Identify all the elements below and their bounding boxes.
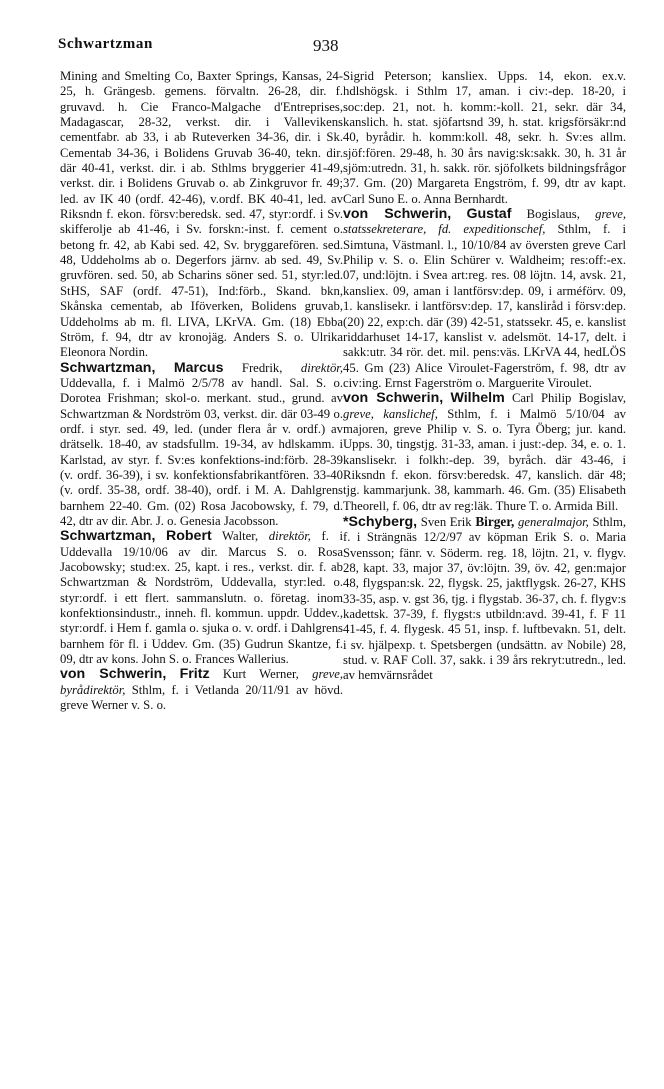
- entry-given-rest: Walter,: [222, 529, 259, 544]
- entry-title: greve, kanslichef,: [343, 406, 438, 421]
- biography-entry: [343, 391, 626, 514]
- entry-text: Sigrid Peterson; kansliex. Upps. 14, ekon. ex.v. hdlshögsk. i Sthlm 17, aman. i civ:-dep. 18-20, i soc:dep. 21, not. h. komm:-koll. 21, sekr. där 34, kanslich. h. stat. sjöfartsnd 39, h. stat. krigsförsäkr:nd 40, byrådir. h. komm:koll. 48, sekr. h. Sv:es allm. sjöf:fören. 29-48, h. 30 års navig:sk:sakk. 30, h. 31 år sjöm:utredn. 31, h. sakk. rör. sjöfolkets bildningsfrågor 37. Gm. (20) Margareta Engström, f. 99, dtr av kapt. Carl Suno E. o. Anna Bernhardt.: [343, 69, 626, 206]
- entry-text: f. i Uddevalla 19/10/06 av dir. Marcus S. o. Rosa Jacobowsky; stud:ex. 25, kapt. i res., verkst. dir. f. ab Schwartzman & Nordström, Uddevalla, styr:led. o. styr:ordf. i ett flert. sammanslutn. o. företag. inom konfektionsindustr., inneh. fl. kommun. uppdr. Uddev., styr:ordf. i Hem f. gamla o. sjuka o. v. ordf. i Dahlgrens barnhem för fl. i Uddev. Gm. (35) Gudrun Skantze, f. 09, dtr av kons. John S. o. Frances Wallerius.: [60, 529, 343, 667]
- entry-title: direktör,: [300, 360, 344, 375]
- page-number: 938: [313, 36, 339, 55]
- entry-text: Sthlm, f. i Vetlanda 20/11/91 av hövd. greve Werner v. S. o.: [60, 682, 344, 713]
- entry-text: Sthlm, f. i Strängnäs 12/2/97 av köpman Erik S. o. Maria Svensson; fänr. v. Söderm. reg. 18, löjtn. 21, v. flygv. 28, kapt. 33, major 37, öv:löjtn. 39, öv. 42, gen:major 48, flygspan:sk. 22, flygsk. 25, jaktflygsk. 26-27, KHS 33-35, asp. v. gst 36, tjg. i flygstab. 36-37, ch. f. flygv:s kadettsk. 37-39, f. flygst:s utbildn:avd. 39-41, f. F 11 41-45, f. 4. flygesk. 45 51, insp. f. luftbevakn. 51, delt. i sv. hjälpexp. t. Spetsbergen (undsättn. av Nobile) 28, stud. v. RAF Coll. 37, sakk. i 39 års rekryt:utredn., led. av hemvärnsrådet: [343, 514, 626, 683]
- continued-entry: [343, 69, 626, 207]
- entry-surname: Schwartzman,: [60, 359, 156, 376]
- entry-text: Sthlm, f. i Malmö 5/10/04 av majoren, greve Philip v. S. o. Tyra Öberg; jur. kand. Upps. 30, tingstjg. 31-33, aman. i just:-dep. 34, e. o. 1. kanslisekr. i folkh:-dep. 39, byråch. där 43-46, i Riksndn f. ekon. försv:beredsk. 47, kanslich. där 48; tjg. kammarjunk. 38, kammarh. 46. Gm. (35) Elisabeth Theorell, f. 06, dtr av reg:läk. Thure T. o. Armida Bill.: [343, 406, 626, 513]
- biography-entry: [343, 207, 626, 391]
- entry-text: Sthlm, f. i Simtuna, Västmanl. l., 10/10/84 av översten greve Carl Philip v. S. o. Elin Schürer v. Waldheim; res:off:-ex. 07, und:löjtn. i Svea art:reg. res. 08 löjtn. 14, avsk. 21, kansliex. 09, aman i lantförsv:dep. 09, i arméförv. 09, 1. kanslisekr. i lantförsv:dep. 17, kansliråd i försv:dep. (20) 22, exp:ch. där (39) 42-51, statssekr. 45, e. kanslist riddarhuset 14-17, kanslist v. adelsmöt. 14-17, delt. i sakk:utr. 34 rör. det. mil. pens:väs. LKrVA 44, hedLÖS 45. Gm (23) Alice Viroulet-Fagerström, f. 98, dtr av civ:ing. Ernst Fagerström o. Marguerite Viroulet.: [343, 222, 626, 390]
- entry-title: greve, byrådirektör,: [60, 667, 344, 697]
- entry-given-name: Fritz: [179, 666, 210, 683]
- entry-title: direktör,: [268, 529, 311, 544]
- biography-entry: [343, 514, 626, 684]
- entry-given-name: Robert: [165, 528, 212, 545]
- entry-title: greve, statssekreterare, fd. expeditionschef,: [343, 207, 627, 237]
- entry-given-rest: Carl Philip Bogislav,: [511, 391, 626, 406]
- entry-given-name: Birger,: [475, 513, 515, 529]
- entry-text: Mining and Smelting Co, Baxter Springs, Kansas, 24-25, h. Grängesb. gemens. förvaltn. 26-28, dir. f. gruvavd. h. Cie Franco-Malgache d'Entreprises, Madagascar, 28-32, verkst. dir. i Vallevikens cementfabr. ab 33, i ab Ruteverken 34-36, dir. i Sk. Cementab 34-36, i Bolidens Gruvab 36-40, tekn. dir. där 40-41, verkst. dir. i ab. Sthlms bryggerier 41-49, verkst. dir. i Bolidens Gruvab o. ab Zinkgruvor fr. 49; led. av IK 40 (ordf. 42-46), v.ordf. BK 40-41, led. av Riksndn f. ekon. försv:beredsk. sed. 47, styr:ordf. i Sv. skifferolje ab 41-46, i Sv. forskn:-inst. f. cement o. betong fr. 42, ab Kabi sed. 42, Sv. bryggarefören. sed. 48, Uddeholms ab o. Degerfors järnv. ab sed. 49, Sv. gruvfören. sed. 50, ab Scharins söner sed. 51, styr:led. StHS, SAF (ordf. 47-51), Ind:förb., Skand. bkn, Skånska cementab, ab Iföverken, Bolidens gruvab, Uddeholms ab m. fl. LIVA, LKrVA. Gm. (18) Ebba Ström, f. 94, dtr av kronojäg. Anders S. o. Ulrika Eleonora Nordin.: [60, 69, 343, 360]
- entry-given-rest: Fredrik,: [241, 360, 283, 375]
- biography-entry: [60, 667, 343, 713]
- right-column: [343, 69, 626, 684]
- entry-text: Uddevalla, f. i Malmö 2/5/78 av handl. Sal. S. o. Dorotea Frishman; skol-o. merkant. stud., grund. av Schwartzman & Nordström 03, verkst. dir. där 03-49 o. ordf. i styr. sed. 49, led. (under flera år v. ordf.) av drätselk. 18-40, av stadsfullm. 19-34, av hdlskamm. i Karlstad, av styr. f. Sv:es konfektions-ind:förb. 28-39 (v. ordf. 36-39), i sv. konfektionsfabrikantfören. 33-40 (v. ordf. 35-38, ordf. 38-40), ordf. i M. A. Dahlgrens barnhem 22-40. Gm. (02) Rosa Jacobowsky, f. 79, d. 42, dtr av dir. Abr. J. o. Genesia Jacobsson.: [60, 375, 343, 528]
- left-column: [60, 69, 343, 713]
- entry-given-rest: Kurt Werner,: [222, 667, 299, 682]
- entry-given-name: Wilhelm: [450, 390, 505, 407]
- biography-entry: [60, 361, 343, 530]
- entry-title: generalmajor,: [518, 514, 589, 529]
- entry-surname: Schwartzman,: [60, 528, 156, 545]
- running-head: Schwartzman: [58, 36, 153, 52]
- entry-surname: von Schwerin,: [343, 390, 444, 407]
- entry-surname: *Schyberg,: [343, 513, 418, 530]
- page-header: [58, 36, 630, 56]
- biography-entry: [60, 529, 343, 667]
- entry-surname: von Schwerin,: [60, 666, 167, 683]
- entry-given-plain: Sven Erik: [420, 514, 472, 529]
- continued-entry: [60, 69, 343, 361]
- entry-surname: von Schwerin,: [343, 206, 452, 223]
- entry-given-rest: Bogislaus,: [526, 207, 580, 222]
- entry-given-name: Marcus: [173, 359, 224, 376]
- entry-given-name: Gustaf: [466, 206, 512, 223]
